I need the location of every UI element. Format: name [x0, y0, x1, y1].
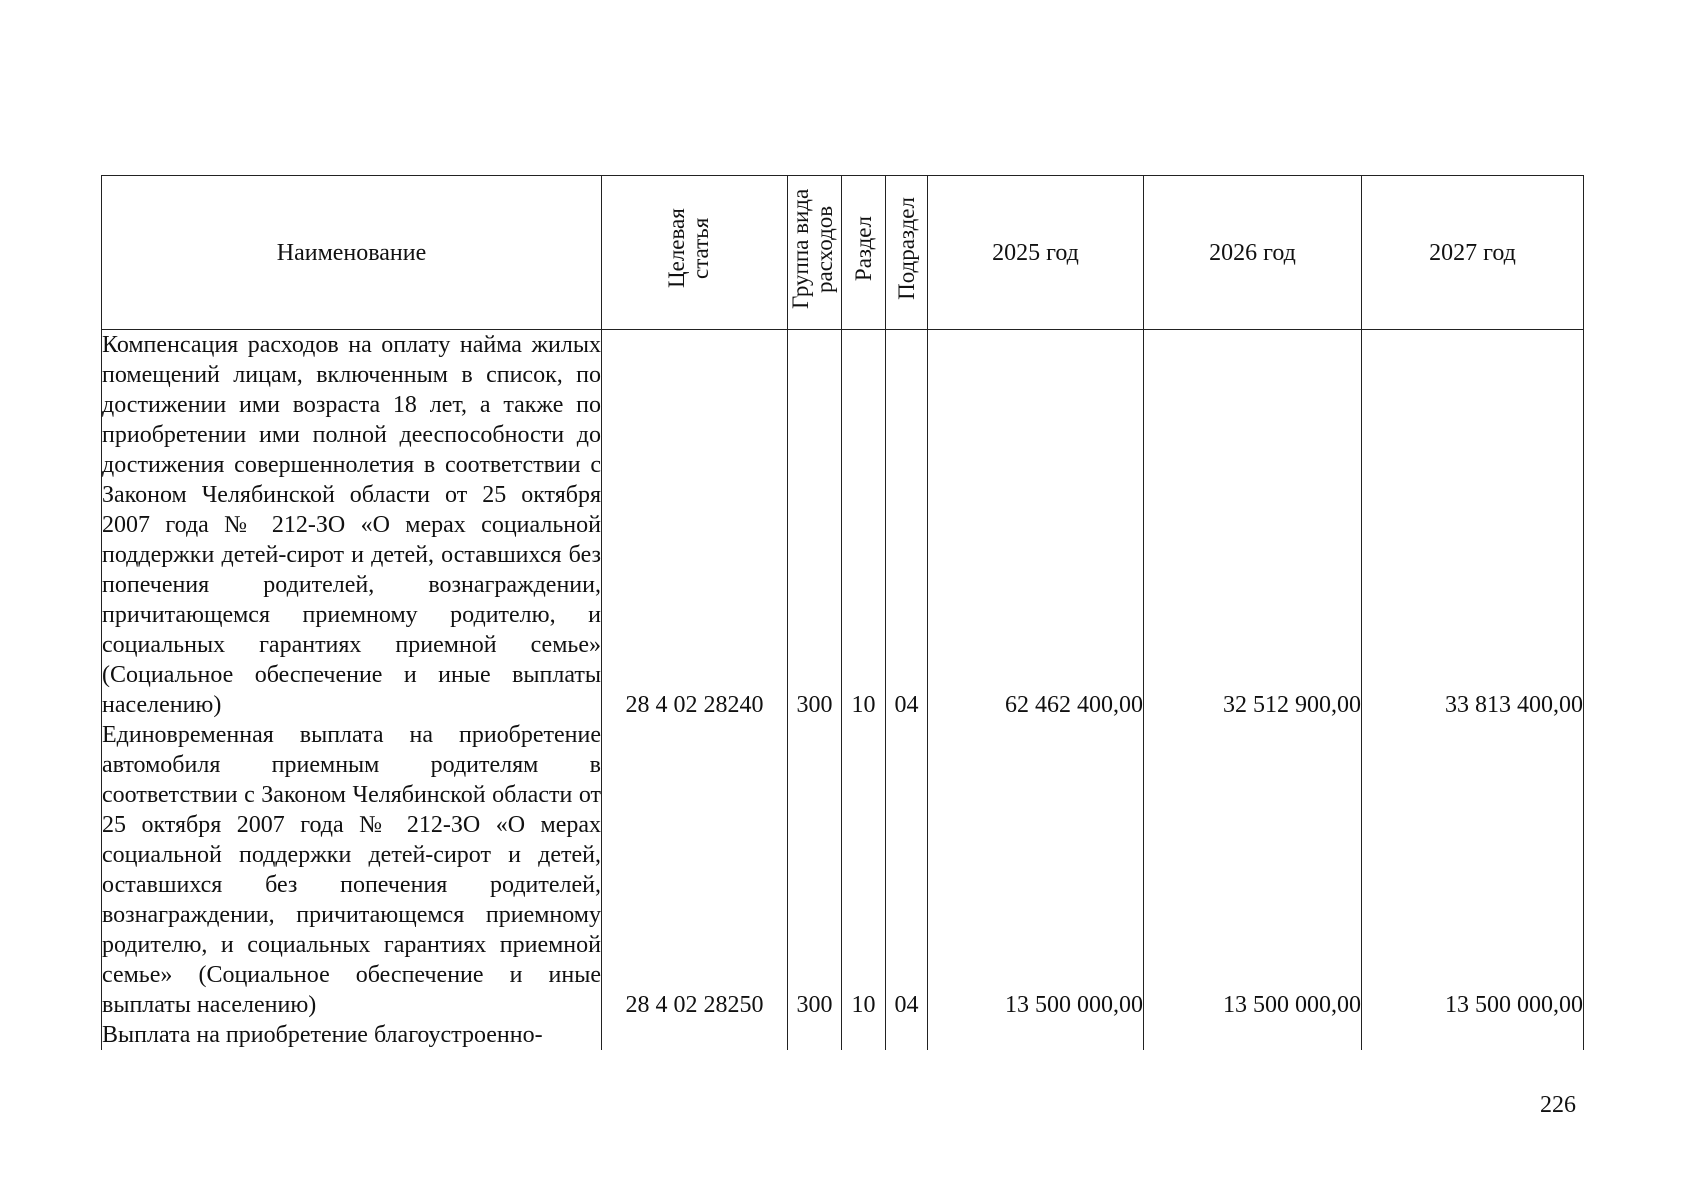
row-name: Компенсация расходов на оплату найма жилых помещений лицам, включенным в список, по достижении ими возраста 18 лет, а также по приобретении ими полной дееспособности до достижения совершеннолетия в соответствии с Законом Челябинской области от 25 октября 2007 года № 212-ЗО «О мерах социальной поддержки детей-сирот и детей, оставшихся без попечения родителей, вознаграждении, причитающемся приемному родителю, и социальных гарантиях приемной семье» (Социальное обеспечение и иные выплаты населению)	[102, 330, 602, 721]
table-row	[102, 330, 1584, 721]
header-year-2027: 2027 год	[1362, 176, 1584, 330]
row-name: Выплата на приобретение благоустроенно-	[102, 1020, 602, 1050]
row-amount-2025	[928, 1020, 1144, 1050]
row-section: 10	[842, 720, 886, 1020]
row-expense-group: 300	[788, 720, 842, 1020]
row-section	[842, 1020, 886, 1050]
header-section-label: Раздел	[850, 215, 876, 282]
row-subsection: 04	[886, 330, 928, 721]
row-section: 10	[842, 330, 886, 721]
row-amount-2027	[1362, 1020, 1584, 1050]
header-expense-group-label: Группа вида расходов	[787, 188, 837, 309]
row-expense-group	[788, 1020, 842, 1050]
row-amount-2026	[1144, 1020, 1362, 1050]
row-target-article: 28 4 02 28250	[602, 720, 788, 1020]
row-amount-2025: 62 462 400,00	[928, 330, 1144, 721]
budget-table	[101, 175, 1584, 1050]
table-row	[102, 1020, 1584, 1050]
header-subsection	[886, 176, 928, 330]
row-amount-2026: 32 512 900,00	[1144, 330, 1362, 721]
header-target-article	[602, 176, 788, 330]
header-year-2025: 2025 год	[928, 176, 1144, 330]
table-header-row	[102, 176, 1584, 330]
header-target-article-label: Целевая статья	[663, 208, 713, 289]
row-subsection: 04	[886, 720, 928, 1020]
header-expense-group	[788, 176, 842, 330]
row-subsection	[886, 1020, 928, 1050]
row-expense-group: 300	[788, 330, 842, 721]
page-number: 226	[1540, 1092, 1576, 1118]
header-year-2026: 2026 год	[1144, 176, 1362, 330]
row-amount-2025: 13 500 000,00	[928, 720, 1144, 1020]
row-target-article	[602, 1020, 788, 1050]
row-amount-2026: 13 500 000,00	[1144, 720, 1362, 1020]
header-section	[842, 176, 886, 330]
table-row	[102, 720, 1584, 1020]
row-name: Единовременная выплата на приобретение автомобиля приемным родителям в соответствии с Законом Челябинской области от 25 октября 2007 года № 212-ЗО «О мерах социальной поддержки детей-сирот и детей, оставшихся без попечения родителей, вознаграждении, причитающемся приемному родителю, и социальных гарантиях приемной семье» (Социальное обеспечение и иные выплаты населению)	[102, 722, 601, 1018]
row-amount-2027: 33 813 400,00	[1362, 330, 1584, 721]
header-subsection-label: Подраздел	[893, 197, 919, 300]
row-amount-2027: 13 500 000,00	[1362, 720, 1584, 1020]
row-target-article: 28 4 02 28240	[602, 330, 788, 721]
header-name: Наименование	[102, 176, 602, 330]
